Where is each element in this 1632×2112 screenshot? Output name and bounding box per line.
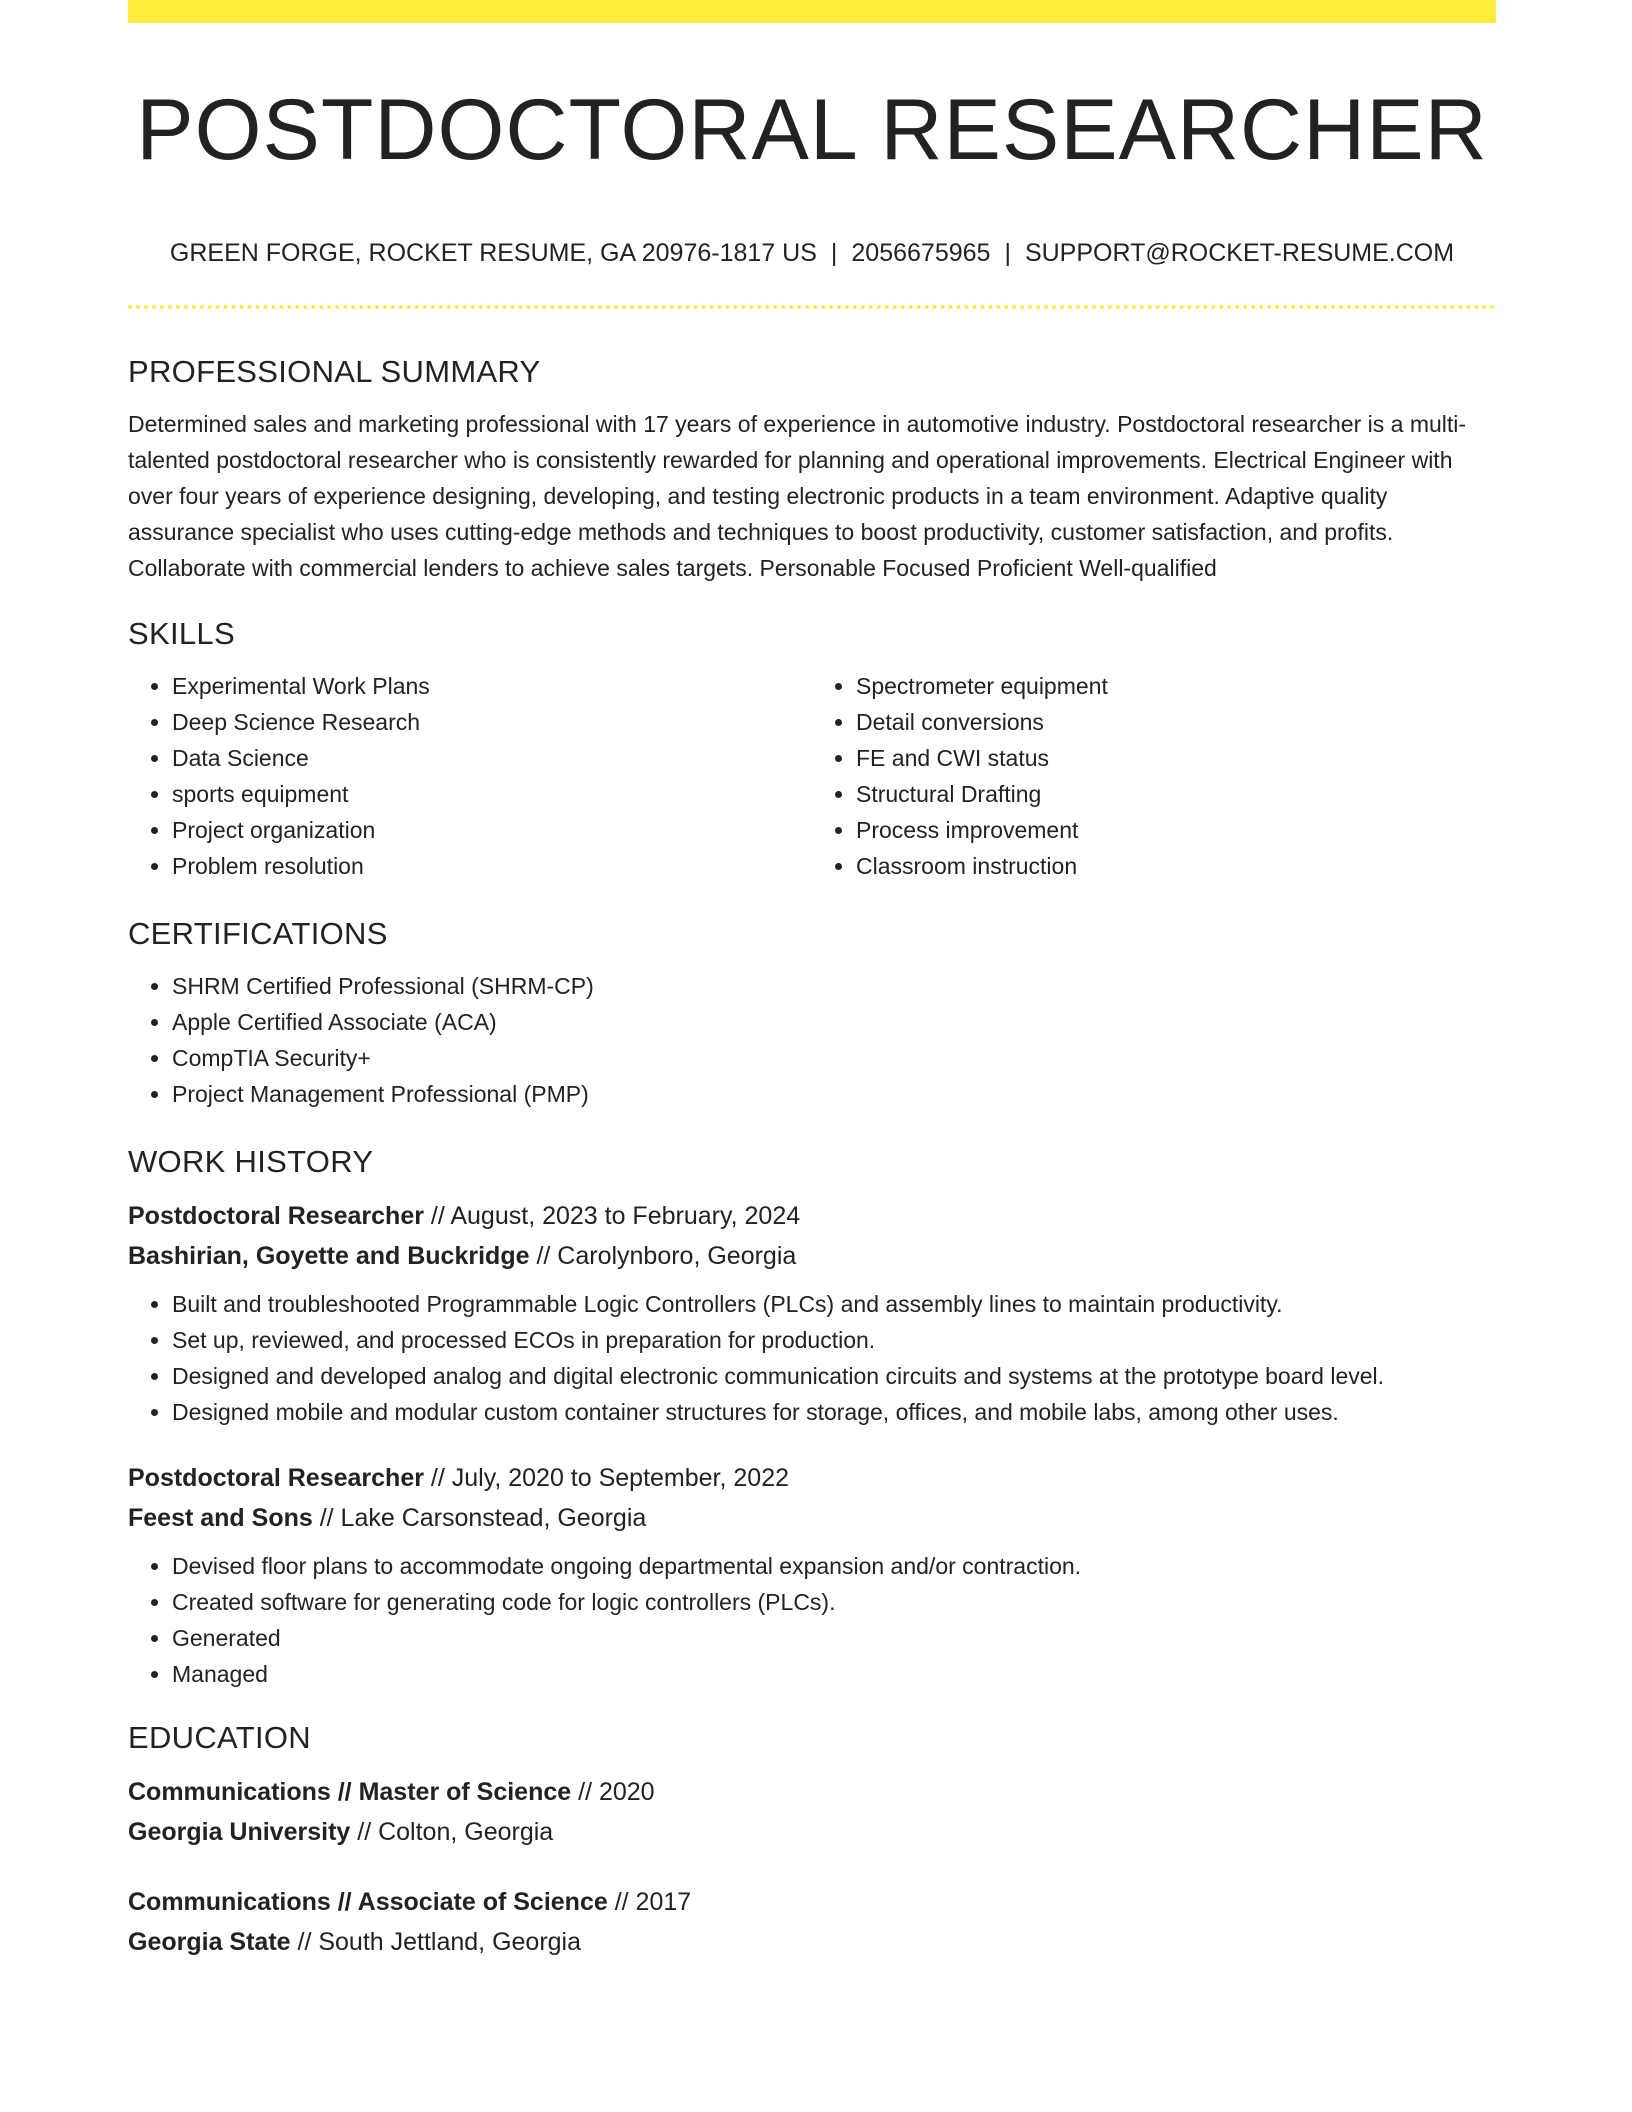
contact-email: SUPPORT@ROCKET-RESUME.COM (1024, 239, 1455, 267)
education-location: // South Jettland, Georgia (290, 1928, 582, 1956)
education-entry (128, 1882, 1496, 1962)
page-title: POSTDOCTORAL RESEARCHER (136, 82, 1488, 178)
skill-item: • FE and CWI status (856, 740, 1496, 776)
education-school-line (128, 1812, 1496, 1852)
education-school: Georgia University (128, 1818, 351, 1846)
contact-line (128, 236, 1496, 270)
education-section (128, 1714, 1496, 1962)
education-year: // 2017 (607, 1888, 692, 1916)
job-bullets (128, 1548, 1496, 1692)
contact-phone: 2056675965 (851, 239, 991, 267)
job-title: Postdoctoral Researcher (128, 1464, 424, 1492)
education-degree-line (128, 1882, 1496, 1922)
job-location: // Carolynboro, Georgia (529, 1242, 797, 1270)
summary-section (128, 348, 1496, 586)
job-bullets (128, 1286, 1496, 1430)
job-company-line (128, 1498, 1496, 1538)
resume-content (128, 348, 1496, 1962)
skill-item: • Data Science (172, 740, 812, 776)
accent-top-bar (128, 0, 1496, 23)
job-bullet: • Set up, reviewed, and processed ECOs in preparation for production. (172, 1322, 1496, 1358)
skills-section (128, 610, 1496, 884)
dotted-divider (128, 305, 1496, 309)
certification-item: • Apple Certified Associate (ACA) (172, 1004, 1496, 1040)
job-bullet: • Designed and developed analog and digital electronic communication circuits and systems at the prototype board level. (172, 1358, 1496, 1394)
skill-item: • sports equipment (172, 776, 812, 812)
education-degree: Communications // Master of Science (128, 1778, 572, 1806)
certifications-heading: CERTIFICATIONS (128, 916, 388, 951)
job-bullet: • Managed (172, 1656, 1496, 1692)
skill-item: • Detail conversions (856, 704, 1496, 740)
job-dates: // August, 2023 to February, 2024 (423, 1202, 801, 1230)
summary-text: Determined sales and marketing professional with 17 years of experience in automotive industry. Postdoctoral researcher is a multi-talented postdoctoral researcher who is consistently rewarded for planning and operational improvements. Electrical Engineer with over four years of experience designing, developing, and testing electronic products in a team environment. Adaptive quality assurance specialist who uses cutting-edge methods and techniques to boost productivity, customer satisfaction, and profits. Collaborate with commercial lenders to achieve sales targets. Personable Focused Proficient Well-qualified (128, 411, 1467, 581)
education-entry (128, 1772, 1496, 1852)
education-school-line (128, 1922, 1496, 1962)
skills-heading: SKILLS (128, 616, 235, 651)
job-entry (128, 1458, 1496, 1692)
skill-item: • Deep Science Research (172, 704, 812, 740)
skills-list-right (812, 668, 1496, 884)
work-history-section (128, 1138, 1496, 1692)
skill-item: • Structural Drafting (856, 776, 1496, 812)
job-bullet: • Built and troubleshooted Programmable Logic Controllers (PLCs) and assembly lines to maintain productivity. (172, 1286, 1496, 1322)
education-year: // 2020 (571, 1778, 655, 1806)
job-company: Feest and Sons (128, 1504, 313, 1532)
skill-item: • Project organization (172, 812, 812, 848)
certification-item: • CompTIA Security+ (172, 1040, 1496, 1076)
job-dates: // July, 2020 to September, 2022 (423, 1464, 790, 1492)
job-bullet: • Generated (172, 1620, 1496, 1656)
summary-heading: PROFESSIONAL SUMMARY (128, 354, 541, 389)
education-location: // Colton, Georgia (350, 1818, 554, 1846)
job-company: Bashirian, Goyette and Buckridge (128, 1242, 530, 1270)
job-location: // Lake Carsonstead, Georgia (312, 1504, 647, 1532)
job-title: Postdoctoral Researcher (128, 1202, 424, 1230)
education-degree: Communications // Associate of Science (128, 1888, 608, 1916)
job-company-line (128, 1236, 1496, 1276)
job-title-line (128, 1196, 1496, 1236)
skill-item: • Experimental Work Plans (172, 668, 812, 704)
contact-address: GREEN FORGE, ROCKET RESUME, GA 20976-1817 US (169, 239, 817, 267)
certifications-list (128, 968, 1496, 1112)
job-title-line (128, 1458, 1496, 1498)
education-heading: EDUCATION (128, 1720, 311, 1755)
contact-separator: | (1004, 239, 1011, 267)
job-bullet: • Created software for generating code for logic controllers (PLCs). (172, 1584, 1496, 1620)
skill-item: • Problem resolution (172, 848, 812, 884)
job-bullet: • Devised floor plans to accommodate ongoing departmental expansion and/or contraction. (172, 1548, 1496, 1584)
education-school: Georgia State (128, 1928, 291, 1956)
job-bullet: • Designed mobile and modular custom container structures for storage, offices, and mobile labs, among other uses. (172, 1394, 1496, 1430)
skill-item: • Spectrometer equipment (856, 668, 1496, 704)
certification-item: • SHRM Certified Professional (SHRM-CP) (172, 968, 1496, 1004)
certifications-section (128, 910, 1496, 1112)
skill-item: • Process improvement (856, 812, 1496, 848)
skills-list-left (128, 668, 812, 884)
certification-item: • Project Management Professional (PMP) (172, 1076, 1496, 1112)
contact-separator: | (830, 239, 838, 267)
skills-columns (128, 658, 1496, 884)
job-entry (128, 1196, 1496, 1430)
work-history-heading: WORK HISTORY (128, 1144, 374, 1179)
skill-item: • Classroom instruction (856, 848, 1496, 884)
education-degree-line (128, 1772, 1496, 1812)
